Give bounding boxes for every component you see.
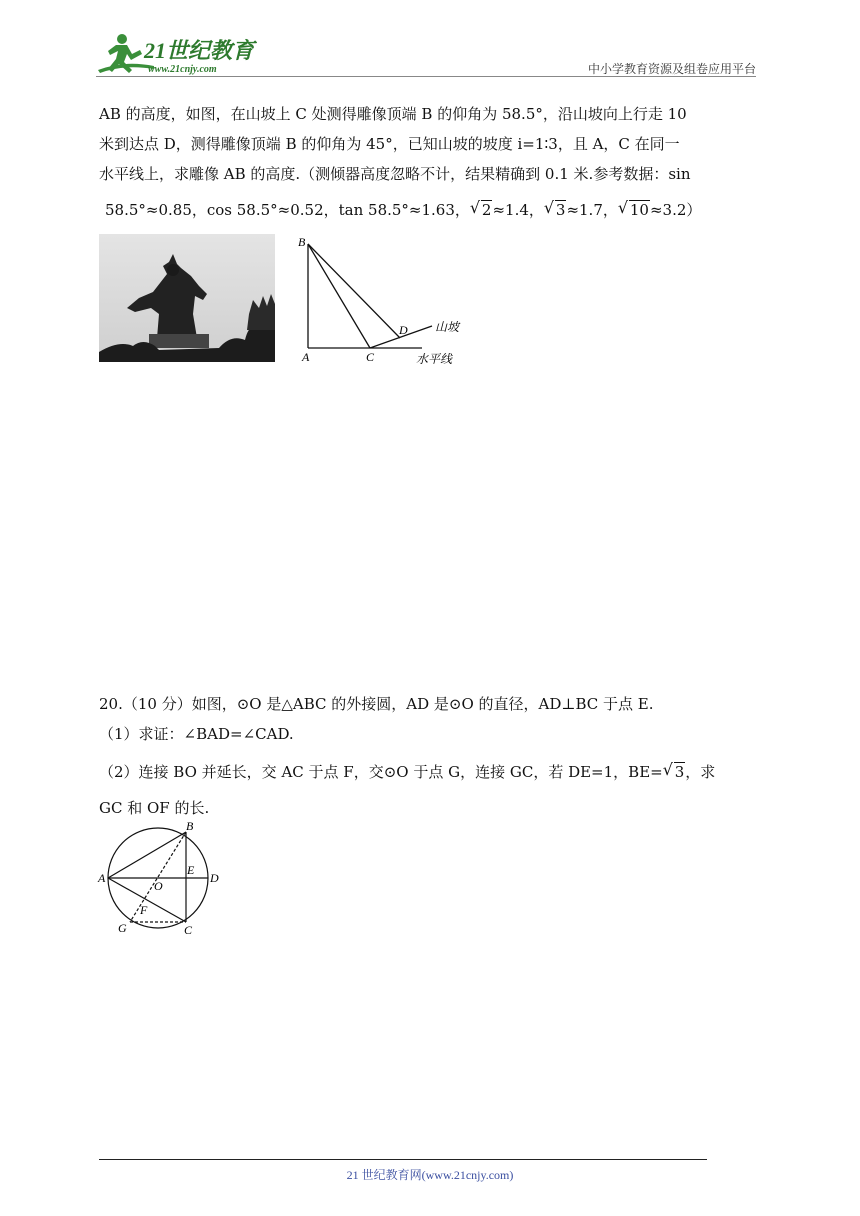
label-a: A xyxy=(302,350,310,364)
q19-reference-trig: 58.5°≈0.85，cos 58.5°≈0.52，tan 58.5°≈1.63， xyxy=(105,201,470,219)
label-c: C xyxy=(184,923,193,937)
q20-part-1: （1）求证：∠BAD=∠CAD. xyxy=(99,725,294,743)
segment-bc xyxy=(308,244,370,348)
slope-diagram xyxy=(296,234,476,374)
circle-diagram xyxy=(96,818,232,942)
label-d: D xyxy=(399,323,408,337)
sqrt-2: √ 2 xyxy=(470,200,493,220)
footer-divider xyxy=(99,1159,707,1160)
label-g: G xyxy=(118,921,127,935)
label-e: E xyxy=(187,863,195,877)
q19-line-2: 米到达点 D，测得雕像顶端 B 的仰角为 45°，已知山坡的坡度 i=1∶3，且 A，C 在同一 xyxy=(99,135,680,153)
q20-part-2-text: （2）连接 BO 并延长，交 AC 于点 F，交⊙O 于点 G，连接 GC，若 DE=1，BE= xyxy=(99,763,663,781)
sqrt-3: √ 3 xyxy=(544,200,567,220)
segment-ab xyxy=(108,832,186,878)
label-b: B xyxy=(298,235,306,249)
q20-part-2-ask: ，求 xyxy=(685,763,716,781)
q20-part-2-line-2: GC 和 OF 的长. xyxy=(99,799,210,817)
sqrt-3-be: √ 3 xyxy=(663,762,686,782)
logo-url: www.21cnjy.com xyxy=(148,64,217,75)
label-horizontal: 水平线 xyxy=(416,352,453,366)
q20-part-2-line-1 xyxy=(99,762,715,782)
label-slope: 山坡 xyxy=(435,320,460,334)
label-f: F xyxy=(140,903,148,917)
statue-photo xyxy=(99,234,275,366)
q20-statement: 20.（10 分）如图，⊙O 是△ABC 的外接圆，AD 是⊙O 的直径，AD⊥BC 于点 E. xyxy=(99,695,654,713)
header-divider xyxy=(96,76,756,77)
label-d: D xyxy=(210,871,219,885)
sqrt-10: √ 10 xyxy=(618,200,650,220)
logo-text: 21世纪教育 xyxy=(144,38,255,63)
label-c: C xyxy=(366,350,375,364)
label-a: A xyxy=(98,871,106,885)
q19-line-1: AB 的高度，如图，在山坡上 C 处测得雕像顶端 B 的仰角为 58.5°，沿山坡向上行走 10 xyxy=(99,105,687,123)
approx-sqrt3: ≈1.7， xyxy=(566,201,618,219)
header-tagline: 中小学教育资源及组卷应用平台 xyxy=(587,62,756,76)
label-o: O xyxy=(154,879,163,893)
label-b: B xyxy=(186,819,194,833)
segment-bg xyxy=(130,832,186,922)
segment-bd xyxy=(308,244,400,338)
approx-sqrt2: ≈1.4， xyxy=(492,201,544,219)
footer-text: 21 世纪教育网(www.21cnjy.com) xyxy=(346,1168,514,1182)
site-logo xyxy=(94,30,264,82)
approx-sqrt10: ≈3.2） xyxy=(649,201,702,219)
q19-line-4 xyxy=(105,200,701,220)
q19-line-3: 水平线上，求雕像 AB 的高度.（测倾器高度忽略不计，结果精确到 0.1 米.参考数据：sin xyxy=(99,165,691,183)
